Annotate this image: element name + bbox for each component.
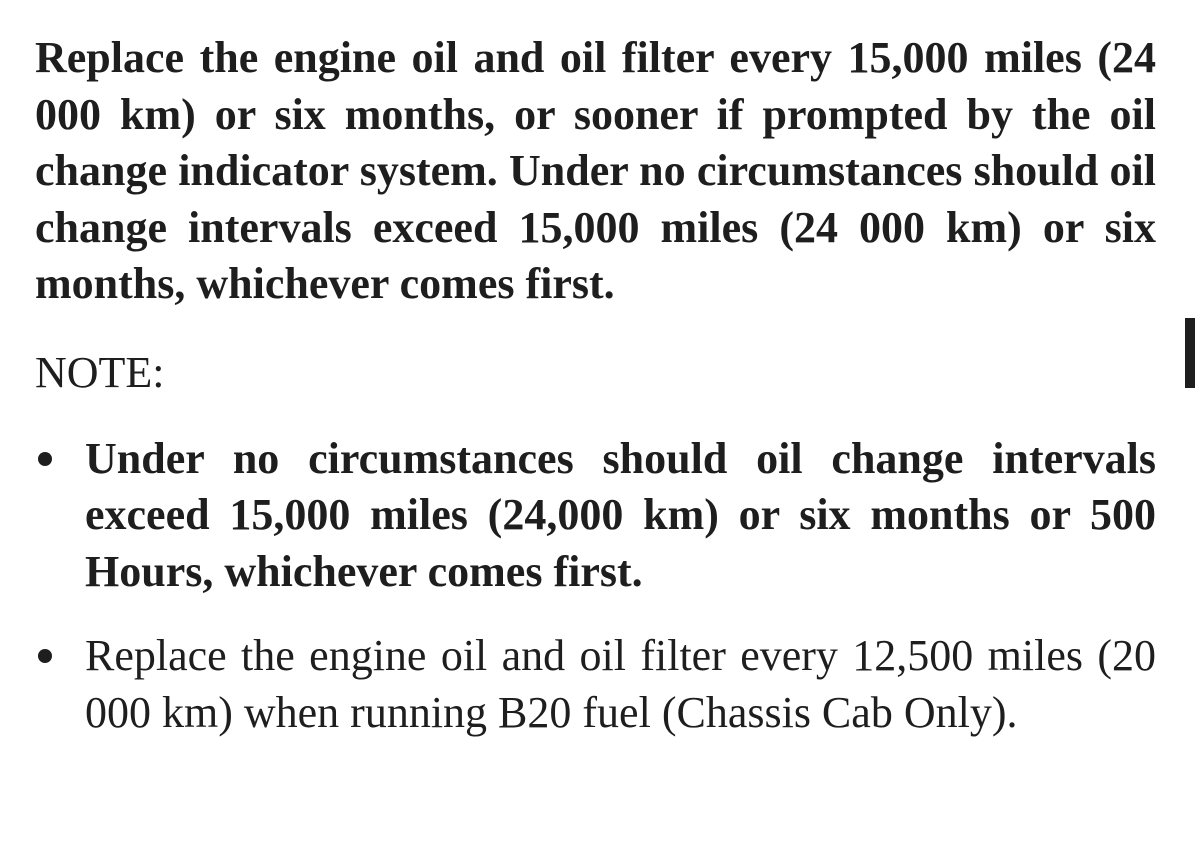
manual-page xyxy=(35,30,1156,741)
list-item-text: Replace the engine oil and oil filter every 12,500 miles (20 000 km) when running B20 fuel (Chassis Cab Only). xyxy=(85,631,1156,737)
bullet-icon xyxy=(38,452,52,466)
list-item xyxy=(35,431,1156,601)
bullet-icon xyxy=(38,649,52,663)
list-item-text: Under no circumstances should oil change intervals exceed 15,000 miles (24,000 km) or six months or 500 Hours, whichever comes first. xyxy=(85,433,1156,596)
note-list xyxy=(35,431,1156,742)
list-item xyxy=(35,628,1156,741)
oil-change-paragraph: Replace the engine oil and oil filter every 15,000 miles (24 000 km) or six months, or sooner if prompted by the oil change indicator system. Under no circumstances should oil change intervals exceed 15,000 miles (24 000 km) or six months, whichever comes first. xyxy=(35,33,1156,308)
note-heading: NOTE: xyxy=(35,347,165,397)
section-tab-marker xyxy=(1185,318,1195,388)
